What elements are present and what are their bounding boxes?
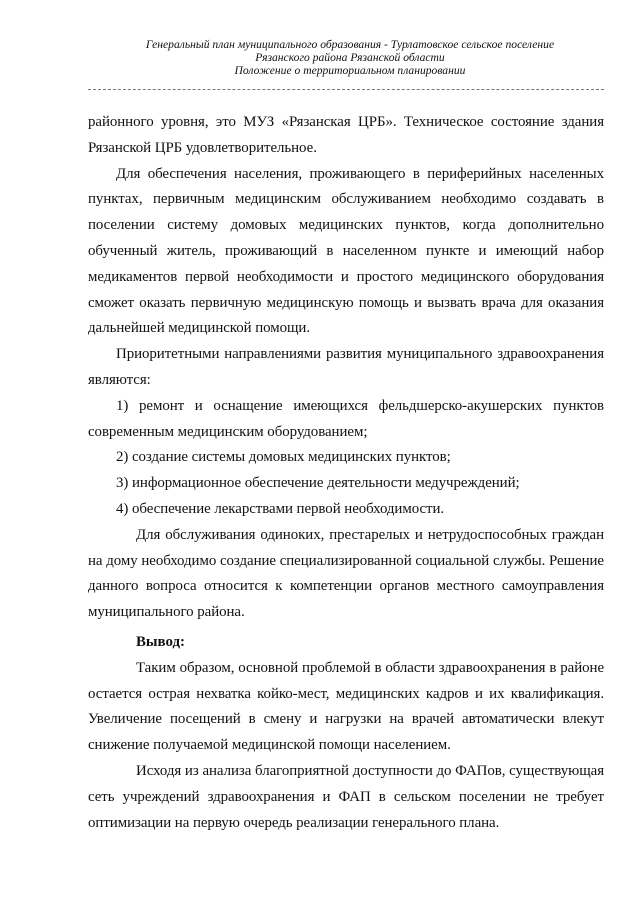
list-item-3: 3) информационное обеспечение деятельности медучреждений; bbox=[116, 475, 520, 492]
header-region: Рязанского района Рязанской области bbox=[255, 51, 445, 64]
list-item-4: 4) обеспечение лекарствами первой необходимости. bbox=[116, 500, 445, 517]
document-body bbox=[88, 110, 604, 836]
list-item-1: 1) ремонт и оснащение имеющихся фельдшерско-акушерских пунктов современным медицинским оборудованием; bbox=[88, 397, 604, 440]
header-divider bbox=[88, 89, 604, 90]
header-title: Генеральный план муниципального образования - Турлатовское сельское поселение bbox=[145, 38, 555, 51]
paragraph-social-service: Для обслуживания одиноких, престарелых и нетрудоспособных граждан на дому необходимо создание специализированной социальной службы. Решение данного вопроса относится к компетенции органов местного самоуправления муниципального района. bbox=[88, 526, 604, 621]
page-header bbox=[90, 38, 610, 77]
paragraph-priorities-intro: Приоритетными направлениями развития муниципального здравоохранения являются: bbox=[88, 346, 604, 388]
paragraph-conclusion-network: Исходя из анализа благоприятной доступности до ФАПов, существующая сеть учреждений здравоохранения и ФАП в сельском поселении не требует оптимизации на первую очередь реализации генерального плана. bbox=[88, 762, 604, 831]
paragraph-hospital-state: районного уровня, это МУЗ «Рязанская ЦРБ». Техническое состояние здания Рязанской ЦРБ удовлетворительное. bbox=[88, 114, 604, 156]
paragraph-home-medical-points: Для обеспечения населения, проживающего в периферийных населенных пунктах, первичным медицинским обслуживанием необходимо создавать в поселении систему домовых медицинских пунктов, когда дополнительно обученный житель, проживающий в населенном пункте и имеющий набор медикаментов первой необходимости и простого медицинского оборудования сможет оказать первичную медицинскую помощь и вызвать врача для оказания дальнейшей медицинской помощи. bbox=[88, 165, 604, 337]
list-item-2: 2) создание системы домовых медицинских пунктов; bbox=[116, 449, 451, 466]
header-subtitle: Положение о территориальном планировании bbox=[234, 64, 466, 77]
conclusion-heading: Вывод: bbox=[136, 633, 186, 650]
paragraph-conclusion-problem: Таким образом, основной проблемой в области здравоохранения в районе остается острая нехватка койко-мест, медицинских кадров и их квалификация. Увеличение посещений в смену и нагрузки на врачей автоматически влекут снижение получаемой медицинской помощи населением. bbox=[88, 659, 604, 754]
